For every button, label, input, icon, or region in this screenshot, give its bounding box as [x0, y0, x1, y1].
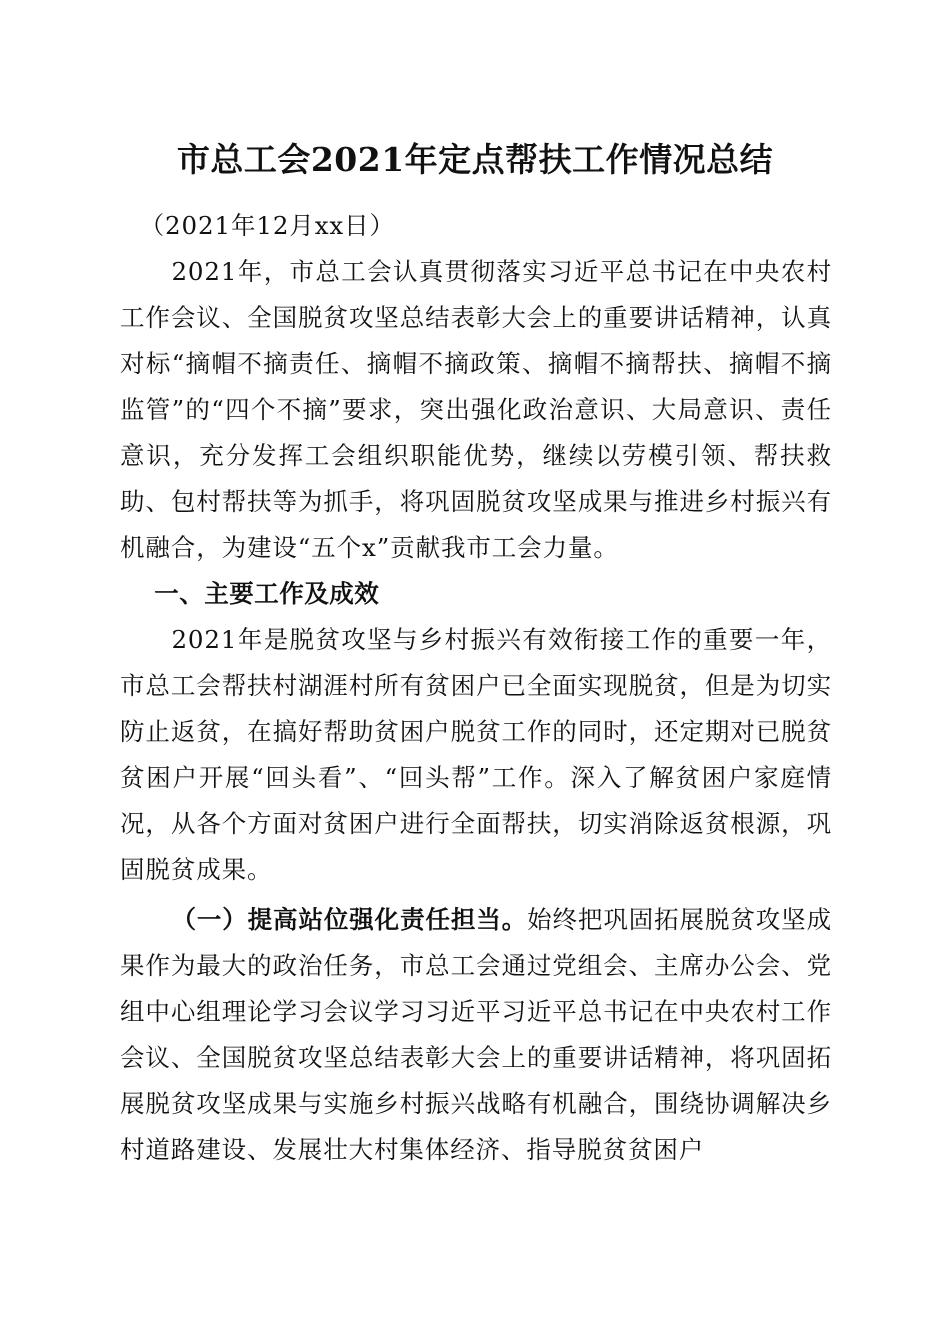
subsection-heading-1: （一）提高站位强化责任担当。	[171, 905, 528, 934]
section-paragraph-main-work: 2021年是脱贫攻坚与乡村振兴有效衔接工作的重要一年，市总工会帮扶村湖涯村所有贫困户已全面实现脱贫，但是为切实防止返贫，在搞好帮助贫困户脱贫工作的同时，还定期对已脱贫贫困户开展“回头看”、“回头帮”工作。深入了解贫困户家庭情况，从各个方面对贫困户进行全面帮扶，切实消除返贫根源，巩固脱贫成果。	[120, 625, 832, 884]
intro-paragraph: 2021年，市总工会认真贯彻落实习近平总书记在中央农村工作会议、全国脱贫攻坚总结表彰大会上的重要讲话精神，认真对标“摘帽不摘责任、摘帽不摘政策、摘帽不摘帮扶、摘帽不摘监管”的“四个不摘”要求，突出强化政治意识、大局意识、责任意识，充分发挥工会组织职能优势，继续以劳模引领、帮扶救助、包村帮扶等为抓手，将巩固脱贫攻坚成果与推进乡村振兴有机融合，为建设“五个x”贡献我市工会力量。	[120, 257, 832, 562]
document-title: 市总工会2021年定点帮扶工作情况总结	[176, 140, 774, 179]
subsection-paragraph-1	[120, 897, 832, 1173]
document-date: （2021年12月xx日）	[139, 211, 395, 240]
section-heading-main-work: 一、主要工作及成效	[154, 579, 380, 608]
document-body	[120, 201, 832, 1173]
subsection-text-1: 始终把巩固拓展脱贫攻坚成果作为最大的政治任务，市总工会通过党组会、主席办公会、党组中心组理论学习会议学习习近平习近平总书记在中央农村工作会议、全国脱贫攻坚总结表彰大会上的重要讲话精神，将巩固拓展脱贫攻坚成果与实施乡村振兴战略有机融合，围绕协调解决乡村道路建设、发展壮大村集体经济、指导脱贫贫困户	[120, 905, 832, 1164]
